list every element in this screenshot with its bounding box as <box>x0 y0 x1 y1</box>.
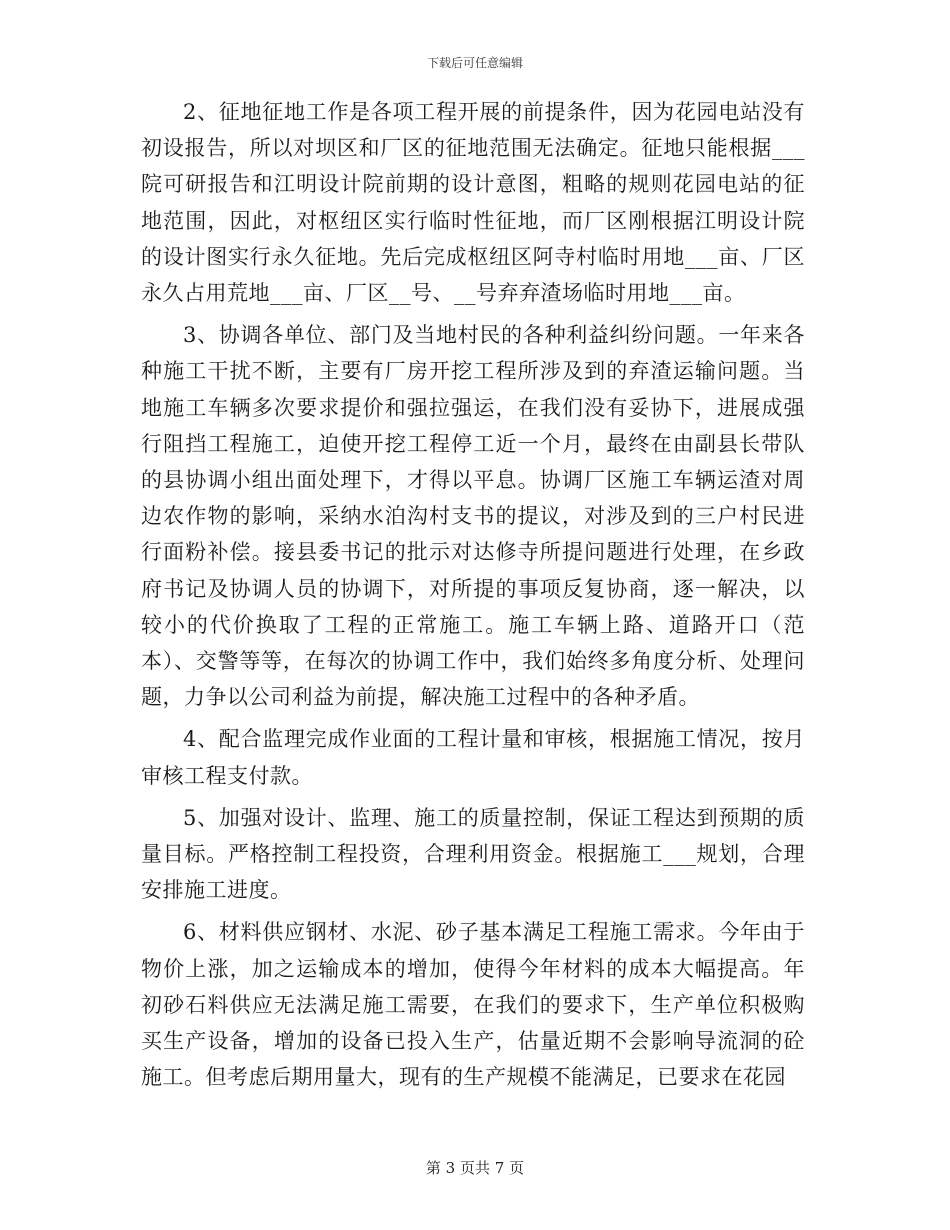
paragraph-5: 5、加强对设计、监理、施工的质量控制，保证工程达到预期的质量目标。严格控制工程投资，合理利用资金。根据施工___规划，合理安排施工进度。 <box>141 805 805 903</box>
paragraph-2: 2、征地征地工作是各项工程开展的前提条件，因为花园电站没有初设报告，所以对坝区和厂区的征地范围无法确定。征地只能根据___院可研报告和江明设计院前期的设计意图，粗略的规则花园电站的征地范围，因此，对枢纽区实行临时性征地，而厂区刚根据江明设计院的设计图实行永久征地。先后完成枢纽区阿寺村临时用地___亩、厂区永久占用荒地___亩、厂区__号、__号弃弃渣场临时用地___亩。 <box>141 100 805 306</box>
paragraph-4: 4、配合监理完成作业面的工程计量和审核，根据施工情况，按月审核工程支付款。 <box>141 727 805 788</box>
paragraph-6: 6、材料供应钢材、水泥、砂子基本满足工程施工需求。今年由于物价上涨，加之运输成本的增加，使得今年材料的成本大幅提高。年初砂石料供应无法满足施工需要，在我们的要求下，生产单位积极购买生产设备，增加的设备已投入生产，估量近期不会影响导流洞的砼施工。但考虑后期用量大，现有的生产规模不能满足，已要求在花园 <box>141 920 805 1090</box>
page-number: 第 3 页共 7 页 <box>425 1159 525 1177</box>
page-header: 下载后可任意编辑 <box>426 56 523 70</box>
document-body <box>141 94 805 1101</box>
paragraph-3: 3、协调各单位、部门及当地村民的各种利益纠纷问题。一年来各种施工干扰不断，主要有厂房开挖工程所涉及到的弃渣运输问题。当地施工车辆多次要求提价和强拉强运，在我们没有妥协下，进展成强行阻挡工程施工，迫使开挖工程停工近一个月，最终在由副县长带队的县协调小组出面处理下，才得以平息。协调厂区施工车辆运渣对周边农作物的影响，采纳水泊沟村支书的提议，对涉及到的三户村民进行面粉补偿。接县委书记的批示对达修寺所提问题进行处理，在乡政府书记及协调人员的协调下，对所提的事项反复协商，逐一解决，以较小的代价换取了工程的正常施工。施工车辆上路、道路开口（范本）、交警等等，在每次的协调工作中，我们始终多角度分析、处理问题，力争以公司利益为前提，解决施工过程中的各种矛盾。 <box>141 323 805 710</box>
